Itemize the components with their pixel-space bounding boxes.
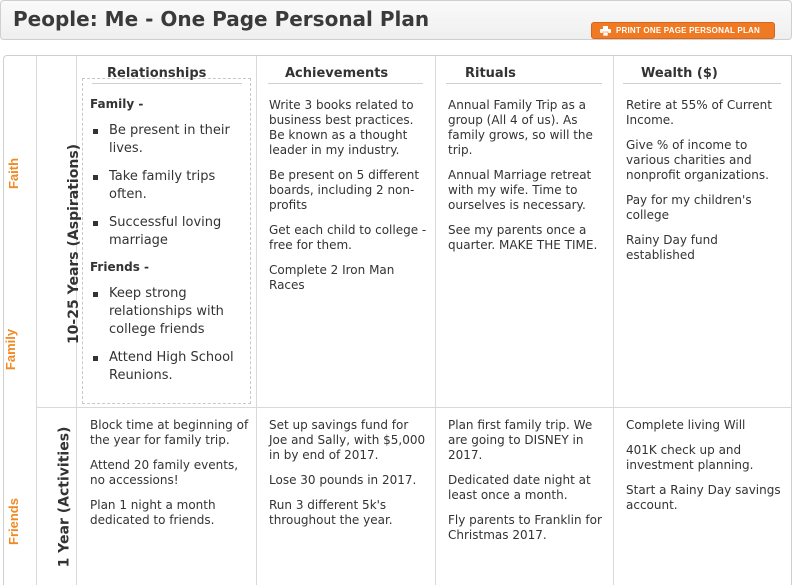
- column-header-relationships: Relationships: [107, 66, 207, 81]
- list-item: Rainy Day fund established: [626, 233, 718, 262]
- list-item: Fly parents to Franklin for Christmas 2017.: [448, 513, 602, 542]
- side-label-friends: Friends: [5, 498, 21, 545]
- wealth-short-term: [626, 418, 786, 523]
- divider: [268, 83, 423, 84]
- row-divider: [36, 407, 791, 408]
- print-plan-label: PRINT ONE PAGE PERSONAL PLAN: [616, 26, 760, 35]
- list-item: Attend High School Reunions.: [90, 349, 248, 385]
- print-plan-button[interactable]: [591, 22, 775, 39]
- list-item: Plan first family trip. We are going to DISNEY in 2017.: [448, 418, 593, 462]
- side-label-faith: Faith: [6, 157, 22, 190]
- page-header: [0, 0, 792, 40]
- column-header-achievements: Achievements: [285, 66, 389, 81]
- list-item: Start a Rainy Day savings account.: [626, 483, 781, 512]
- column-header-rituals: Rituals: [465, 66, 516, 81]
- divider: [613, 56, 614, 585]
- list-item: Write 3 books related to business best practices. Be known as a thought leader in my industry.: [269, 98, 414, 157]
- list-item: Keep strong relationships with college friends: [90, 285, 248, 339]
- list-item: Dedicated date night at least once a month.: [448, 473, 591, 502]
- printer-icon: [600, 26, 611, 36]
- list-item: Annual Family Trip as a group (All 4 of us). As family grows, so will the trip.: [448, 98, 593, 157]
- list-item: Attend 20 family events, no accessions!: [90, 458, 239, 487]
- list-item: Pay for my children's college: [626, 193, 752, 222]
- list-item: Retire at 55% of Current Income.: [626, 98, 772, 127]
- divider: [435, 56, 436, 585]
- list-item: Lose 30 pounds in 2017.: [269, 473, 417, 487]
- relationships-long-term: [90, 97, 248, 395]
- side-label-family: Family: [3, 328, 19, 371]
- achievements-short-term: [269, 418, 429, 538]
- achievements-long-term: [269, 98, 429, 303]
- list-item: See my parents once a quarter. MAKE THE TIME.: [448, 223, 598, 252]
- list-item: Complete living Will: [626, 418, 746, 432]
- divider: [36, 56, 37, 585]
- plan-grid: [3, 55, 792, 585]
- family-group-title: Family -: [90, 97, 144, 111]
- friends-group-title: Friends -: [90, 260, 150, 274]
- list-item: Plan 1 night a month dedicated to friends.: [90, 498, 216, 527]
- list-item: Block time at beginning of the year for family trip.: [90, 418, 249, 447]
- divider: [623, 83, 781, 84]
- list-item: Be present on 5 different boards, including 2 non-profits: [269, 168, 420, 212]
- wealth-long-term: [626, 98, 786, 273]
- list-item: Complete 2 Iron Man Races: [269, 263, 395, 292]
- rituals-short-term: [448, 418, 606, 553]
- list-item: 401K check up and investment planning.: [626, 443, 754, 472]
- list-item: Set up savings fund for Joe and Sally, with $5,000 in by end of 2017.: [269, 418, 426, 462]
- list-item: Get each child to college - free for them.: [269, 223, 427, 252]
- row-label-long-term: 10-25 Years (Aspirations): [66, 143, 83, 345]
- list-item: Take family trips often.: [90, 168, 248, 204]
- list-item: Annual Marriage retreat with my wife. Time to ourselves is necessary.: [448, 168, 592, 212]
- list-item: Run 3 different 5k's throughout the year.: [269, 498, 393, 527]
- relationships-short-term: [90, 418, 250, 538]
- list-item: Give % of income to various charities and nonprofit organizations.: [626, 138, 769, 182]
- list-item: Be present in their lives.: [90, 122, 248, 158]
- page-title: People: Me - One Page Personal Plan: [13, 7, 430, 31]
- divider: [446, 83, 602, 84]
- rituals-long-term: [448, 98, 606, 263]
- list-item: Successful loving marriage: [90, 214, 248, 250]
- column-header-wealth: Wealth ($): [641, 66, 718, 81]
- row-label-short-term: 1 Year (Activities): [56, 426, 73, 568]
- divider: [256, 56, 257, 585]
